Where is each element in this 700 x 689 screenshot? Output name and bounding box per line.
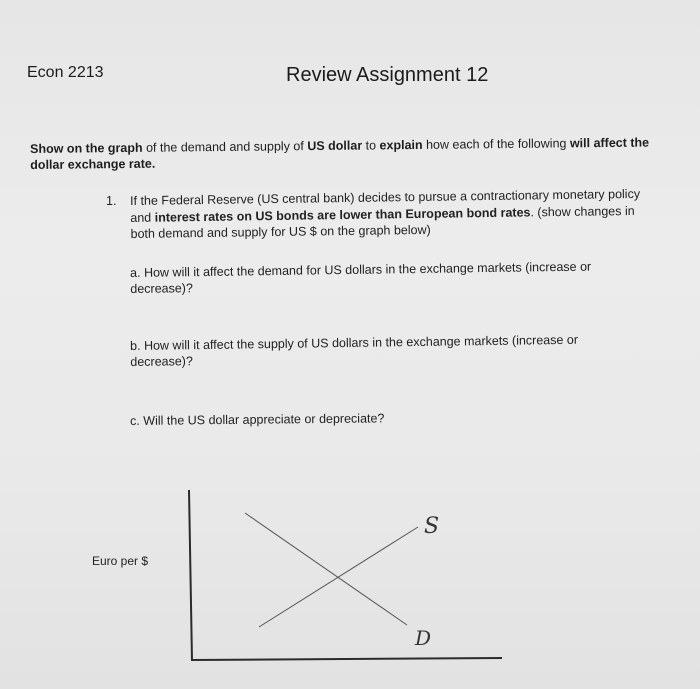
question-1-part: If the Federal Reserve (US central bank) decides to pursue a contractionary monetary policy and: [130, 186, 641, 225]
question-part-b: b. How will it affect the supply of US dollars in the exchange markets (increase or decrease)?: [130, 332, 579, 369]
question-part-c: c. Will the US dollar appreciate or depreciate?: [130, 411, 385, 428]
instructions-part: Show on the graph: [30, 140, 143, 156]
demand-label: D: [415, 626, 432, 650]
y-axis-label: Euro per $: [92, 554, 149, 568]
instructions-part: US dollar: [307, 138, 363, 154]
question-1-part: . (show changes in both demand and supply for US $ on the graph below): [130, 203, 635, 241]
question-part-a: a. How will it affect the demand for US dollars in the exchange markets (increase or decrease)?: [130, 259, 592, 296]
x-axis: [192, 658, 502, 660]
instructions-part: explain: [379, 137, 423, 153]
demand-curve: [245, 513, 407, 625]
course-code: Econ 2213: [27, 64, 104, 81]
instructions-part: how each of the following: [422, 136, 570, 152]
instructions-part: to: [362, 138, 380, 153]
instructions-part: of the demand and supply of: [142, 139, 308, 155]
supply-curve: [259, 527, 418, 627]
supply-label: S: [424, 514, 440, 539]
instructions-part: will affect the dollar exchange rate.: [30, 135, 650, 172]
assignment-title: Review Assignment 12: [286, 64, 489, 86]
question-number: 1.: [106, 194, 117, 208]
y-axis: [189, 490, 192, 661]
question-1-part: interest rates on US bonds are lower than European bond rates: [154, 204, 531, 225]
